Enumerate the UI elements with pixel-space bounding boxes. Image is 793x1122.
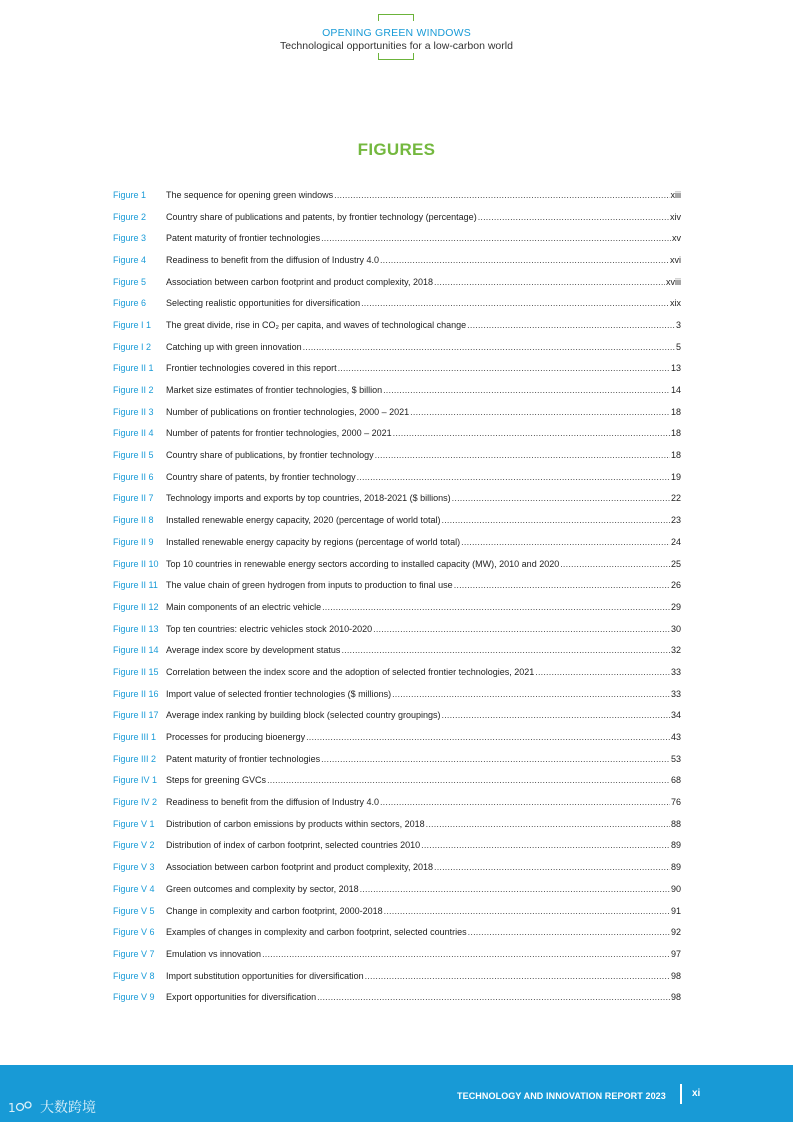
figure-page: 29: [670, 601, 681, 612]
footer-report-name: TECHNOLOGY AND INNOVATION REPORT 2023: [457, 1091, 666, 1101]
figure-title: Change in complexity and carbon footprint, 2000-2018: [166, 905, 383, 916]
figure-entry[interactable]: [113, 488, 681, 510]
figure-entry-text: [166, 862, 681, 872]
dot-leader: [375, 450, 670, 460]
figure-entry[interactable]: [113, 553, 681, 575]
dot-leader: [357, 472, 670, 482]
figure-entry[interactable]: [113, 423, 681, 445]
figure-entry[interactable]: [113, 444, 681, 466]
figure-entry-text: [166, 407, 681, 417]
figure-entry[interactable]: [113, 227, 681, 249]
figure-entry[interactable]: [113, 336, 681, 358]
footer-bar: [0, 1065, 793, 1122]
figure-title: Installed renewable energy capacity by regions (percentage of world total): [166, 536, 461, 547]
figure-entry[interactable]: [113, 943, 681, 965]
watermark-text: 大数跨境: [40, 1100, 96, 1116]
figure-entry-text: [166, 992, 681, 1002]
figure-number[interactable]: Figure V 6: [113, 927, 155, 938]
figure-entry[interactable]: [113, 661, 681, 683]
figure-title: Export opportunities for diversification: [166, 992, 317, 1003]
figure-entry[interactable]: [113, 813, 681, 835]
figure-page: 97: [670, 948, 681, 959]
figure-number[interactable]: Figure II 4: [113, 428, 154, 439]
figure-entry[interactable]: [113, 271, 681, 293]
figure-entry[interactable]: [113, 292, 681, 314]
figure-entry[interactable]: [113, 249, 681, 271]
figure-title: Patent maturity of frontier technologies: [166, 233, 321, 244]
figure-entry[interactable]: [113, 965, 681, 987]
dot-leader: [454, 580, 670, 590]
figure-number[interactable]: Figure I 1: [113, 319, 152, 330]
dot-leader: [360, 884, 670, 894]
figure-entry-text: [166, 884, 681, 894]
figure-entry[interactable]: [113, 401, 681, 423]
figure-entry-text: [166, 949, 681, 959]
figure-entry-text: [166, 190, 681, 200]
figure-title: Installed renewable energy capacity, 2020 (percentage of world total): [166, 515, 441, 526]
figure-number[interactable]: Figure V 2: [113, 840, 155, 851]
dot-leader: [384, 906, 670, 916]
figure-title: Frontier technologies covered in this report: [166, 363, 337, 374]
figure-number[interactable]: Figure V 4: [113, 883, 155, 894]
section-title: FIGURES: [357, 140, 436, 159]
footer-page-number: xi: [692, 1088, 701, 1099]
figure-entry-text: [166, 320, 681, 330]
figure-entry-text: [166, 385, 681, 395]
figure-number[interactable]: Figure V 8: [113, 970, 155, 981]
figure-title: Average index ranking by building block (selected country groupings): [166, 710, 441, 721]
figure-entry-text: [166, 428, 681, 438]
figure-number[interactable]: Figure V 9: [113, 992, 155, 1003]
dot-leader: [262, 949, 670, 959]
header-subtitle: Technological opportunities for a low-carbon world: [280, 40, 513, 52]
dot-leader: [452, 493, 670, 503]
figures-list: [113, 184, 681, 1008]
figure-title: Examples of changes in complexity and carbon footprint, selected countries: [166, 927, 467, 938]
figure-entry[interactable]: [113, 726, 681, 748]
figure-page: 89: [670, 840, 681, 851]
figure-page: 26: [670, 580, 681, 591]
figure-title: Distribution of carbon emissions by products within sectors, 2018: [166, 818, 425, 829]
figure-entry-text: [166, 298, 681, 308]
dot-leader: [442, 710, 670, 720]
figure-entry-text: [166, 754, 681, 764]
figure-number[interactable]: Figure II 2: [113, 385, 154, 396]
figure-page: 68: [670, 775, 681, 786]
figure-number[interactable]: Figure II 15: [113, 666, 159, 677]
figure-page: 14: [670, 385, 681, 396]
figure-title: Processes for producing bioenergy: [166, 732, 306, 743]
figure-entry[interactable]: [113, 206, 681, 228]
figure-page: 98: [670, 992, 681, 1003]
svg-text:1: 1: [8, 1101, 16, 1115]
figure-entry-text: [166, 450, 681, 460]
figure-entry[interactable]: [113, 574, 681, 596]
figure-entry-text: [166, 732, 681, 742]
figure-entry[interactable]: [113, 531, 681, 553]
figure-page: xix: [670, 298, 681, 309]
figure-title: Number of patents for frontier technologies, 2000 – 2021: [166, 428, 392, 439]
figure-number[interactable]: Figure II 17: [113, 710, 159, 721]
dot-leader: [303, 342, 675, 352]
figure-title: Country share of patents, by frontier technology: [166, 471, 356, 482]
figure-entry-text: [166, 927, 681, 937]
figure-entry[interactable]: [113, 596, 681, 618]
figure-page: 25: [670, 558, 681, 569]
figure-entry[interactable]: [113, 878, 681, 900]
figure-title: Country share of publications and patents, by frontier technology (percentage): [166, 211, 477, 222]
dot-leader: [321, 754, 670, 764]
figure-entry-text: [166, 667, 681, 677]
figure-page: 43: [670, 732, 681, 743]
figure-title: Association between carbon footprint and product complexity, 2018: [166, 276, 433, 287]
figure-title: Distribution of index of carbon footprint, selected countries 2010: [166, 840, 421, 851]
figure-number[interactable]: Figure III 1: [113, 732, 157, 743]
figure-entry-text: [166, 906, 681, 916]
figure-number[interactable]: Figure 4: [113, 254, 147, 265]
figure-page: 34: [670, 710, 681, 721]
figure-page: 30: [670, 623, 681, 634]
figure-number[interactable]: Figure III 2: [113, 753, 157, 764]
figure-title: Readiness to benefit from the diffusion of Industry 4.0: [166, 797, 379, 808]
figure-entry-text: [166, 233, 681, 243]
figure-page: 24: [670, 536, 681, 547]
figure-title: Association between carbon footprint and product complexity, 2018: [166, 862, 433, 873]
figure-entry-text: [166, 472, 681, 482]
figure-entry-text: [166, 537, 681, 547]
figure-entry-text: [166, 645, 681, 655]
figure-title: Import substitution opportunities for diversification: [166, 970, 364, 981]
dot-leader: [535, 667, 670, 677]
figure-entry-text: [166, 710, 681, 720]
figure-number[interactable]: Figure II 12: [113, 601, 159, 612]
figure-number[interactable]: Figure II 9: [113, 536, 154, 547]
figure-entry-text: [166, 493, 681, 503]
figure-page: xiii: [670, 189, 681, 200]
figure-title: The great divide, rise in CO₂ per capita, and waves of technological change: [166, 319, 467, 330]
dot-leader: [461, 537, 670, 547]
figure-entry[interactable]: [113, 314, 681, 336]
figure-number[interactable]: Figure IV 2: [113, 797, 158, 808]
figure-page: 33: [670, 688, 681, 699]
dot-leader: [334, 190, 669, 200]
figure-number[interactable]: Figure II 6: [113, 471, 154, 482]
figure-title: Green outcomes and complexity by sector, 2018: [166, 883, 359, 894]
figure-number[interactable]: Figure V 5: [113, 905, 155, 916]
figure-number[interactable]: Figure V 1: [113, 818, 155, 829]
figure-number[interactable]: Figure 2: [113, 211, 147, 222]
figure-number[interactable]: Figure 6: [113, 298, 147, 309]
dot-leader: [267, 775, 670, 785]
figure-title: The value chain of green hydrogen from inputs to production to final use: [166, 580, 453, 591]
figure-entry[interactable]: [113, 466, 681, 488]
figure-entry-text: [166, 624, 681, 634]
figure-number[interactable]: Figure 3: [113, 233, 147, 244]
dot-leader: [341, 645, 670, 655]
watermark-logo-icon: [8, 1099, 36, 1115]
figure-number[interactable]: Figure II 5: [113, 450, 154, 461]
dot-leader: [322, 602, 670, 612]
figure-number[interactable]: Figure 5: [113, 276, 147, 287]
figure-entry-text: [166, 342, 681, 352]
dot-leader: [426, 819, 670, 829]
header-title: OPENING GREEN WINDOWS: [322, 27, 471, 39]
figure-page: 53: [670, 753, 681, 764]
dot-leader: [560, 559, 670, 569]
watermark: [8, 1097, 96, 1117]
figure-title: Selecting realistic opportunities for diversification: [166, 298, 361, 309]
footer-divider: [680, 1084, 682, 1104]
figure-number[interactable]: Figure II 11: [113, 580, 158, 591]
figure-entry-text: [166, 515, 681, 525]
figure-entry-text: [166, 819, 681, 829]
figure-page: 88: [670, 818, 681, 829]
figure-title: Top ten countries: electric vehicles stock 2010-2020: [166, 623, 373, 634]
dot-leader: [306, 732, 670, 742]
dot-leader: [321, 233, 671, 243]
header-bracket-bottom: [378, 53, 414, 60]
dot-leader: [468, 927, 670, 937]
figure-entry[interactable]: [113, 900, 681, 922]
figure-entry-text: [166, 689, 681, 699]
figure-entry-text: [166, 255, 681, 265]
figure-number[interactable]: Figure II 16: [113, 688, 159, 699]
figure-title: The sequence for opening green windows: [166, 189, 334, 200]
dot-leader: [383, 385, 670, 395]
figure-page: 18: [670, 406, 681, 417]
figure-title: Market size estimates of frontier technologies, $ billion: [166, 385, 383, 396]
figure-page: 19: [670, 471, 681, 482]
figure-number[interactable]: Figure V 3: [113, 862, 155, 873]
dot-leader: [410, 407, 670, 417]
figure-number[interactable]: Figure 1: [113, 189, 147, 200]
figure-entry-text: [166, 277, 681, 287]
dot-leader: [421, 840, 670, 850]
dot-leader: [365, 971, 670, 981]
dot-leader: [393, 428, 670, 438]
figure-title: Steps for greening GVCs: [166, 775, 267, 786]
dot-leader: [380, 797, 670, 807]
figure-entry-text: [166, 363, 681, 373]
figure-entry[interactable]: [113, 379, 681, 401]
figure-page: 18: [670, 428, 681, 439]
figure-entry[interactable]: [113, 856, 681, 878]
figure-title: Patent maturity of frontier technologies: [166, 753, 321, 764]
header-bracket-top: [378, 14, 414, 21]
figure-number[interactable]: Figure IV 1: [113, 775, 158, 786]
figure-number[interactable]: Figure II 14: [113, 645, 159, 656]
figure-entry-text: [166, 212, 681, 222]
figure-title: Emulation vs innovation: [166, 948, 262, 959]
dot-leader: [467, 320, 675, 330]
figure-title: Readiness to benefit from the diffusion of Industry 4.0: [166, 254, 379, 265]
figure-title: Average index score by development status: [166, 645, 341, 656]
dot-leader: [380, 255, 669, 265]
figure-entry-text: [166, 580, 681, 590]
figure-page: xv: [672, 233, 681, 244]
dot-leader: [434, 862, 670, 872]
figure-title: Top 10 countries in renewable energy sectors according to installed capacity (MW), 2010 and 2020: [166, 558, 560, 569]
figure-entry-text: [166, 840, 681, 850]
figure-entry-text: [166, 602, 681, 612]
figure-page: 33: [670, 666, 681, 677]
figure-page: 76: [670, 797, 681, 808]
figure-number[interactable]: Figure II 13: [113, 623, 159, 634]
figure-number[interactable]: Figure II 10: [113, 558, 159, 569]
figure-page: 90: [670, 883, 681, 894]
figure-title: Import value of selected frontier technologies ($ millions): [166, 688, 392, 699]
figure-number[interactable]: Figure II 1: [113, 363, 154, 374]
figure-page: 22: [670, 493, 681, 504]
dot-leader: [361, 298, 669, 308]
figure-title: Country share of publications, by frontier technology: [166, 450, 374, 461]
dot-leader: [317, 992, 670, 1002]
figure-page: 98: [670, 970, 681, 981]
figure-page: 89: [670, 862, 681, 873]
figure-entry[interactable]: [113, 835, 681, 857]
figure-entry-text: [166, 559, 681, 569]
figure-page: 92: [670, 927, 681, 938]
dot-leader: [392, 689, 670, 699]
dot-leader: [478, 212, 669, 222]
figure-title: Main components of an electric vehicle: [166, 601, 322, 612]
figure-page: 5: [675, 341, 681, 352]
figure-entry[interactable]: [113, 618, 681, 640]
figure-number[interactable]: Figure I 2: [113, 341, 152, 352]
figure-number[interactable]: Figure II 8: [113, 515, 154, 526]
figure-entry[interactable]: [113, 509, 681, 531]
figure-page: xviii: [666, 276, 681, 287]
figure-entry[interactable]: [113, 921, 681, 943]
figure-page: 3: [675, 319, 681, 330]
figure-entry[interactable]: [113, 683, 681, 705]
figure-title: Number of publications on frontier technologies, 2000 – 2021: [166, 406, 410, 417]
dot-leader: [338, 363, 670, 373]
figure-page: 91: [670, 905, 681, 916]
figure-number[interactable]: Figure V 7: [113, 948, 155, 959]
figure-entry-text: [166, 797, 681, 807]
figure-entry[interactable]: [113, 184, 681, 206]
figure-entry[interactable]: [113, 791, 681, 813]
dot-leader: [434, 277, 665, 287]
figure-page: xvi: [670, 254, 681, 265]
figure-number[interactable]: Figure II 3: [113, 406, 154, 417]
figure-entry[interactable]: [113, 639, 681, 661]
figure-entry[interactable]: [113, 986, 681, 1008]
figure-entry[interactable]: [113, 748, 681, 770]
figure-title: Technology imports and exports by top countries, 2018-2021 ($ billions): [166, 493, 451, 504]
dot-leader: [373, 624, 670, 634]
dot-leader: [442, 515, 670, 525]
figure-page: 23: [670, 515, 681, 526]
figure-entry[interactable]: [113, 358, 681, 380]
figure-entry[interactable]: [113, 770, 681, 792]
figure-entry-text: [166, 971, 681, 981]
figure-page: 18: [670, 450, 681, 461]
figure-entry[interactable]: [113, 705, 681, 727]
figure-page: xiv: [670, 211, 681, 222]
figure-title: Catching up with green innovation: [166, 341, 302, 352]
figure-entry-text: [166, 775, 681, 785]
figure-page: 13: [670, 363, 681, 374]
figure-number[interactable]: Figure II 7: [113, 493, 154, 504]
figure-title: Correlation between the index score and the adoption of selected frontier technologies, 2021: [166, 666, 535, 677]
figure-page: 32: [670, 645, 681, 656]
